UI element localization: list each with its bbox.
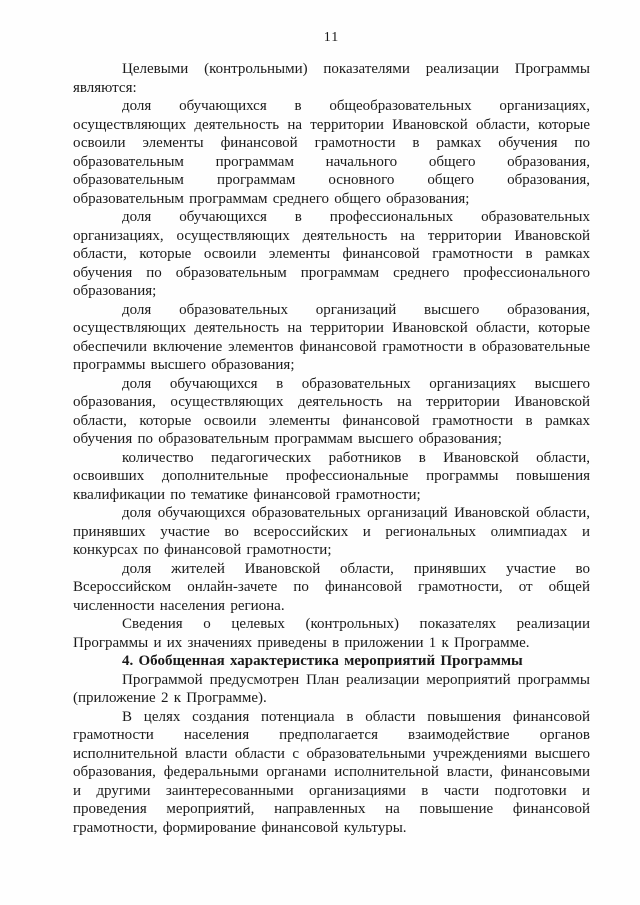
section-heading: 4. Обобщенная характеристика мероприятий Программы <box>122 653 523 669</box>
paragraph: доля образовательных организаций высшего образования, осуществляющих деятельность на территории Ивановской области, которые обеспечили включение элементов финансовой грамотности в образовательные программы высшего образования; <box>73 301 590 373</box>
paragraph: В целях создания потенциала в области повышения финансовой грамотности населения предполагается взаимодействие органов исполнительной власти области с образовательными учреждениями высшего образования, федеральными органами исполнительной власти, финансовыми и другими заинтересованными организациями в части подготовки и проведения мероприятий, направленных на повышение финансовой грамотности, формирование финансовой культуры. <box>73 708 590 836</box>
paragraph: доля обучающихся в общеобразовательных организациях, осуществляющих деятельность на территории Ивановской области, которые освоили элементы финансовой грамотности в рамках обучения по образовательным программам начального общего образования, образовательным программам основного общего образования, образовательным программам среднего общего образования; <box>73 98 590 207</box>
paragraph: доля обучающихся образовательных организаций Ивановской области, принявших участие во всероссийских и региональных олимпиадах и конкурсах по финансовой грамотности; <box>73 505 590 558</box>
page-number: 11 <box>323 30 340 45</box>
document-body <box>73 60 590 837</box>
paragraph: Сведения о целевых (контрольных) показателях реализации Программы и их значениях приведены в приложении 1 к Программе. <box>73 616 590 651</box>
paragraph: доля жителей Ивановской области, принявших участие во Всероссийском онлайн-зачете по финансовой грамотности, от общей численности населения региона. <box>73 560 590 614</box>
paragraph: Целевыми (контрольными) показателями реализации Программы являются: <box>73 61 590 96</box>
paragraph: количество педагогических работников в Ивановской области, освоивших дополнительные профессиональные программы повышения квалификации по тематике финансовой грамотности; <box>73 449 590 503</box>
paragraph: доля обучающихся в профессиональных образовательных организациях, осуществляющих деятельность на территории Ивановской области, которые освоили элементы финансовой грамотности в рамках обучения по образовательным программам среднего профессионального образования; <box>73 209 590 299</box>
paragraph: Программой предусмотрен План реализации мероприятий программы (приложение 2 к Программе). <box>73 671 590 706</box>
paragraph: доля обучающихся в образовательных организациях высшего образования, осуществляющих деятельность на территории Ивановской области, которые освоили элементы финансовой грамотности в рамках обучения по образовательным программам высшего образования; <box>73 375 590 447</box>
text-block <box>73 30 590 837</box>
